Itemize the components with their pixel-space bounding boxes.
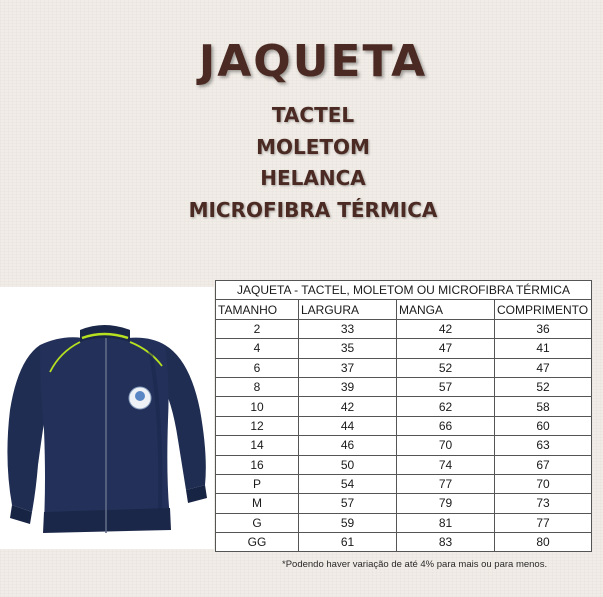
table-cell: 52 bbox=[495, 377, 592, 396]
table-cell: 47 bbox=[495, 358, 592, 377]
table-cell: 59 bbox=[299, 513, 397, 532]
table-cell: 33 bbox=[299, 319, 397, 338]
materials-list bbox=[0, 100, 603, 226]
table-cell: 35 bbox=[299, 339, 397, 358]
column-header: MANGA bbox=[397, 300, 495, 319]
table-cell: 73 bbox=[495, 494, 592, 513]
footnote: *Podendo haver variação de até 4% para mais ou para menos. bbox=[282, 559, 548, 570]
table-cell: 42 bbox=[397, 319, 495, 338]
jacket-image bbox=[0, 290, 214, 540]
table-header-row bbox=[216, 300, 592, 319]
table-cell: 8 bbox=[216, 377, 299, 396]
table-cell: 57 bbox=[299, 494, 397, 513]
table-cell: 16 bbox=[216, 455, 299, 474]
table-cell: 79 bbox=[397, 494, 495, 513]
size-table bbox=[215, 280, 592, 552]
table-cell: 60 bbox=[495, 416, 592, 435]
table-cell: 54 bbox=[299, 474, 397, 493]
table-cell: 62 bbox=[397, 397, 495, 416]
table-cell: 41 bbox=[495, 339, 592, 358]
table-cell: P bbox=[216, 474, 299, 493]
jacket-body bbox=[40, 337, 170, 522]
table-cell: 67 bbox=[495, 455, 592, 474]
material-item: MICROFIBRA TÉRMICA bbox=[188, 197, 438, 222]
column-header: LARGURA bbox=[299, 300, 397, 319]
table-cell: 36 bbox=[495, 319, 592, 338]
table-cell: 70 bbox=[397, 436, 495, 455]
table-row bbox=[216, 319, 592, 338]
table-cell: 74 bbox=[397, 455, 495, 474]
table-row bbox=[216, 533, 592, 552]
table-row bbox=[216, 513, 592, 532]
column-header: TAMANHO bbox=[216, 300, 299, 319]
table-cell: 44 bbox=[299, 416, 397, 435]
table-row bbox=[216, 377, 592, 396]
table-cell: 57 bbox=[397, 377, 495, 396]
material-item: MOLETOM bbox=[256, 134, 370, 159]
table-cell: G bbox=[216, 513, 299, 532]
table-row bbox=[216, 397, 592, 416]
crest-logo-inner bbox=[135, 391, 145, 401]
table-cell: 77 bbox=[397, 474, 495, 493]
table-cell: 58 bbox=[495, 397, 592, 416]
table-cell: 50 bbox=[299, 455, 397, 474]
table-cell: 39 bbox=[299, 377, 397, 396]
table-cell: 46 bbox=[299, 436, 397, 455]
table-cell: 10 bbox=[216, 397, 299, 416]
table-cell: 42 bbox=[299, 397, 397, 416]
table-cell: 77 bbox=[495, 513, 592, 532]
table-row bbox=[216, 358, 592, 377]
page-title: JAQUETA bbox=[198, 36, 428, 87]
table-row bbox=[216, 494, 592, 513]
table-caption: JAQUETA - TACTEL, MOLETOM OU MICROFIBRA TÉRMICA bbox=[216, 281, 592, 300]
table-cell: GG bbox=[216, 533, 299, 552]
table-row bbox=[216, 455, 592, 474]
table-cell: 37 bbox=[299, 358, 397, 377]
table-cell: 6 bbox=[216, 358, 299, 377]
table-cell: M bbox=[216, 494, 299, 513]
table-row bbox=[216, 436, 592, 455]
table-cell: 81 bbox=[397, 513, 495, 532]
table-cell: 52 bbox=[397, 358, 495, 377]
material-item: HELANCA bbox=[260, 166, 366, 190]
table-row bbox=[216, 416, 592, 435]
table-cell: 66 bbox=[397, 416, 495, 435]
table-cell: 83 bbox=[397, 533, 495, 552]
table-row bbox=[216, 339, 592, 358]
table-cell: 80 bbox=[495, 533, 592, 552]
table-cell: 14 bbox=[216, 436, 299, 455]
table-cell: 63 bbox=[495, 436, 592, 455]
table-cell: 2 bbox=[216, 319, 299, 338]
table-cell: 4 bbox=[216, 339, 299, 358]
table-caption-row bbox=[216, 281, 592, 300]
table-cell: 61 bbox=[299, 533, 397, 552]
column-header: COMPRIMENTO bbox=[495, 300, 592, 319]
jacket-waistband bbox=[43, 508, 171, 533]
table-row bbox=[216, 474, 592, 493]
table-cell: 12 bbox=[216, 416, 299, 435]
table-cell: 47 bbox=[397, 339, 495, 358]
material-item: TACTEL bbox=[271, 103, 355, 127]
table-cell: 70 bbox=[495, 474, 592, 493]
